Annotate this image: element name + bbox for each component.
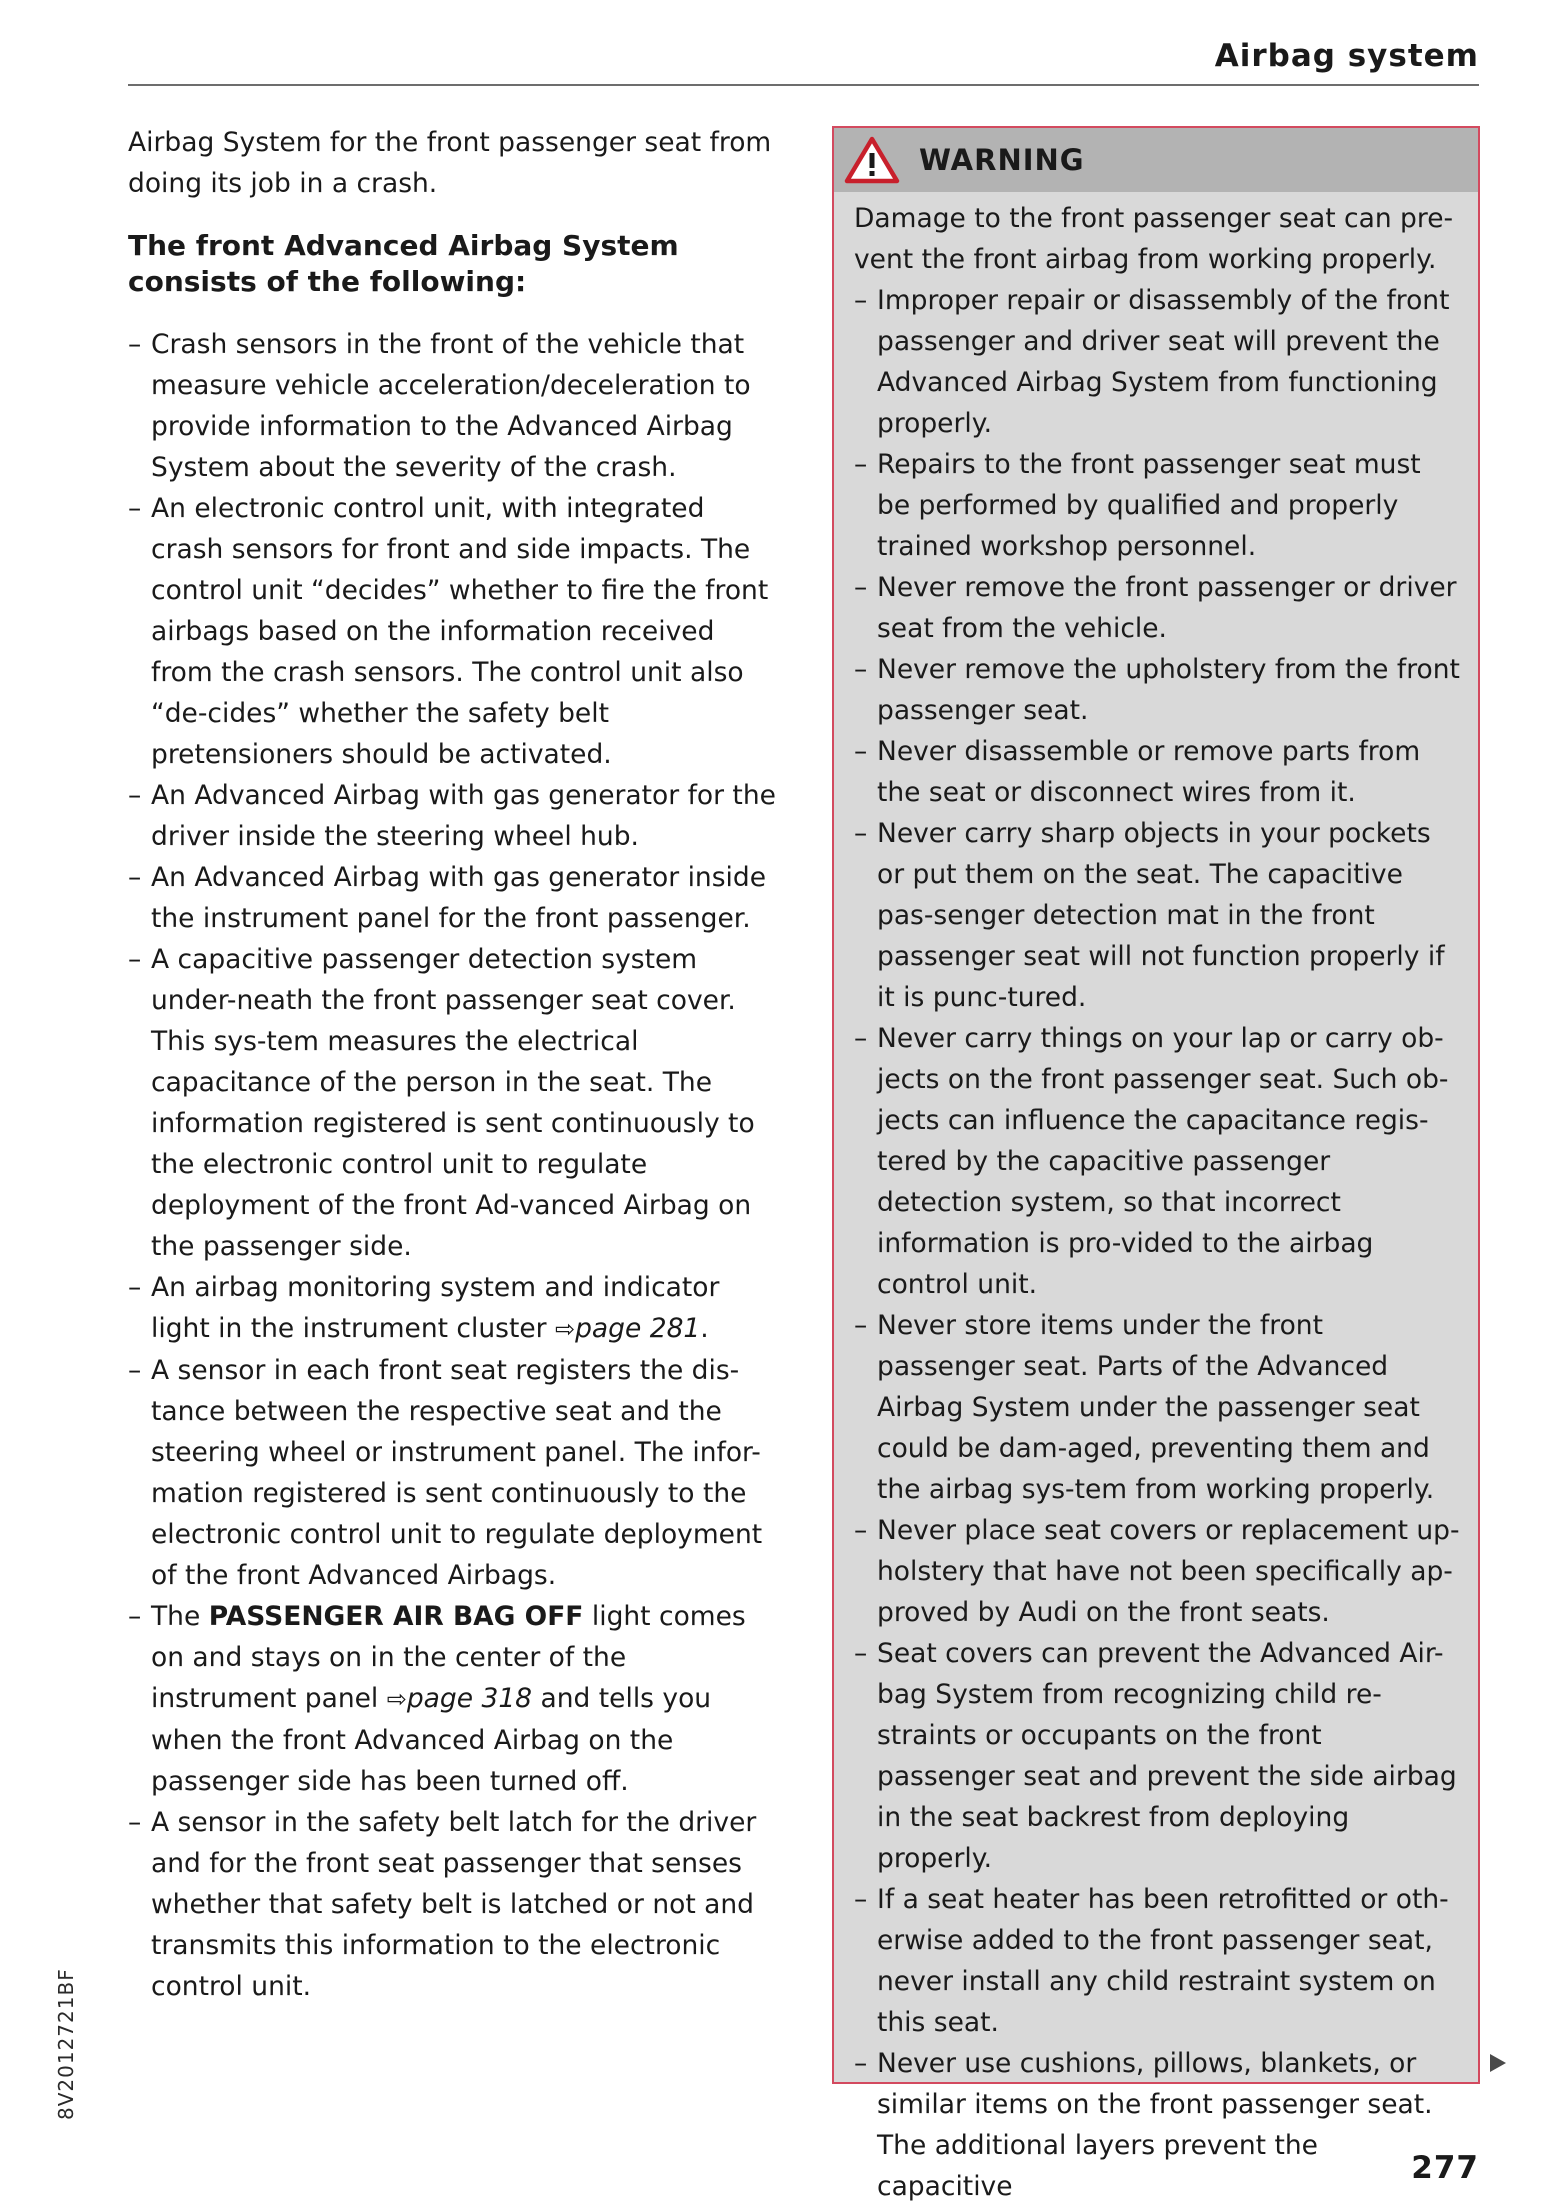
list-item: – An electronic control unit, with integrated crash sensors for front and side impacts. The control unit “decides” whether to fire the front airbags based on the information received from the crash sensors. The control unit also “de-cides” whether the safety belt pretensioners should be activated.	[128, 488, 778, 775]
header-divider	[128, 84, 1479, 86]
warning-body	[834, 192, 1478, 2207]
warning-item: – Never remove the front passenger or driver seat from the vehicle.	[854, 567, 1460, 649]
list-item: – An Advanced Airbag with gas generator inside the instrument panel for the front passenger.	[128, 857, 778, 939]
left-column	[128, 122, 778, 2007]
warning-item: – Never carry things on your lap or carry ob-jects on the front passenger seat. Such ob-jects can influence the capacitance regis-tered by the capacitive passenger detection system, so that incorrect information is pro-vided to the airbag control unit.	[854, 1018, 1460, 1305]
warning-item: – If a seat heater has been retrofitted or oth-erwise added to the front passenger seat, never install any child restraint system on this seat.	[854, 1879, 1460, 2043]
list-item: – The PASSENGER AIR BAG OFF light comes on and stays on in the center of the instrument panel ⇨page 318 and tells you when the front Advanced Airbag on the passenger side has been turned off.	[128, 1596, 778, 1802]
section-heading: The front Advanced Airbag System consists of the following:	[128, 229, 679, 298]
warning-header	[834, 128, 1478, 192]
page-number: 277	[1411, 2150, 1479, 2186]
warning-item: – Improper repair or disassembly of the front passenger and driver seat will prevent the Advanced Airbag System from functioning properly.	[854, 280, 1460, 444]
page-header-title: Airbag system	[1214, 38, 1479, 74]
warning-list	[854, 280, 1460, 2207]
list-item: – Crash sensors in the front of the vehicle that measure vehicle acceleration/deceleration to provide information to the Advanced Airbag System about the severity of the crash.	[128, 324, 778, 488]
warning-item: – Never disassemble or remove parts from the seat or disconnect wires from it.	[854, 731, 1460, 813]
page-reference-link[interactable]: page 281	[575, 1313, 701, 1344]
indicator-name: PASSENGER AIR BAG OFF	[208, 1601, 584, 1632]
continue-triangle-icon	[1488, 2052, 1508, 2074]
list-item: – A sensor in each front seat registers the dis-tance between the respective seat and the steering wheel or instrument panel. The infor-mation registered is sent continuously to the electronic control unit to regulate deployment of the front Advanced Airbags.	[128, 1350, 778, 1596]
page-ref-arrow-icon: ⇨	[386, 1685, 407, 1713]
warning-item: – Never remove the upholstery from the front passenger seat.	[854, 649, 1460, 731]
warning-item: – Seat covers can prevent the Advanced Air-bag System from recognizing child re-straints or occupants on the front passenger seat and prevent the side airbag in the seat backrest from deploying properly.	[854, 1633, 1460, 1879]
list-item: – An Advanced Airbag with gas generator for the driver inside the steering wheel hub.	[128, 775, 778, 857]
list-item: – A sensor in the safety belt latch for the driver and for the front seat passenger that senses whether that safety belt is latched or not and transmits this information to the electronic control unit.	[128, 1802, 778, 2007]
warning-item: – Never store items under the front passenger seat. Parts of the Advanced Airbag System under the passenger seat could be dam-aged, preventing them and the airbag sys-tem from working properly.	[854, 1305, 1460, 1510]
page-ref-arrow-icon: ⇨	[554, 1315, 576, 1343]
warning-intro: Damage to the front passenger seat can pre-vent the front airbag from working properly.	[854, 203, 1454, 275]
component-list	[128, 324, 778, 2007]
intro-paragraph: Airbag System for the front passenger seat from doing its job in a crash.	[128, 127, 772, 199]
warning-item: – Never use cushions, pillows, blankets, or similar items on the front passenger seat. The additional layers prevent the capacitive	[854, 2043, 1460, 2207]
warning-item: – Repairs to the front passenger seat must be performed by qualified and properly trained workshop personnel.	[854, 444, 1460, 567]
warning-triangle-icon	[844, 136, 900, 184]
list-item: – A capacitive passenger detection system under-neath the front passenger seat cover. This sys-tem measures the electrical capacitance of the person in the seat. The information registered is sent continuously to the electronic control unit to regulate deployment of the front Ad-vanced Airbag on the passenger side.	[128, 939, 778, 1267]
page-reference-link[interactable]: page 318	[406, 1683, 533, 1714]
document-code: 8V2012721BF	[54, 1968, 78, 2120]
list-item: – An airbag monitoring system and indicator light in the instrument cluster ⇨page 281.	[128, 1267, 778, 1350]
warning-item: – Never place seat covers or replacement up-holstery that have not been specifically ap-proved by Audi on the front seats.	[854, 1510, 1460, 1633]
warning-item: – Never carry sharp objects in your pockets or put them on the seat. The capacitive pas-senger detection mat in the front passenger seat will not function properly if it is punc-tured.	[854, 813, 1460, 1018]
warning-label: WARNING	[919, 143, 1085, 177]
